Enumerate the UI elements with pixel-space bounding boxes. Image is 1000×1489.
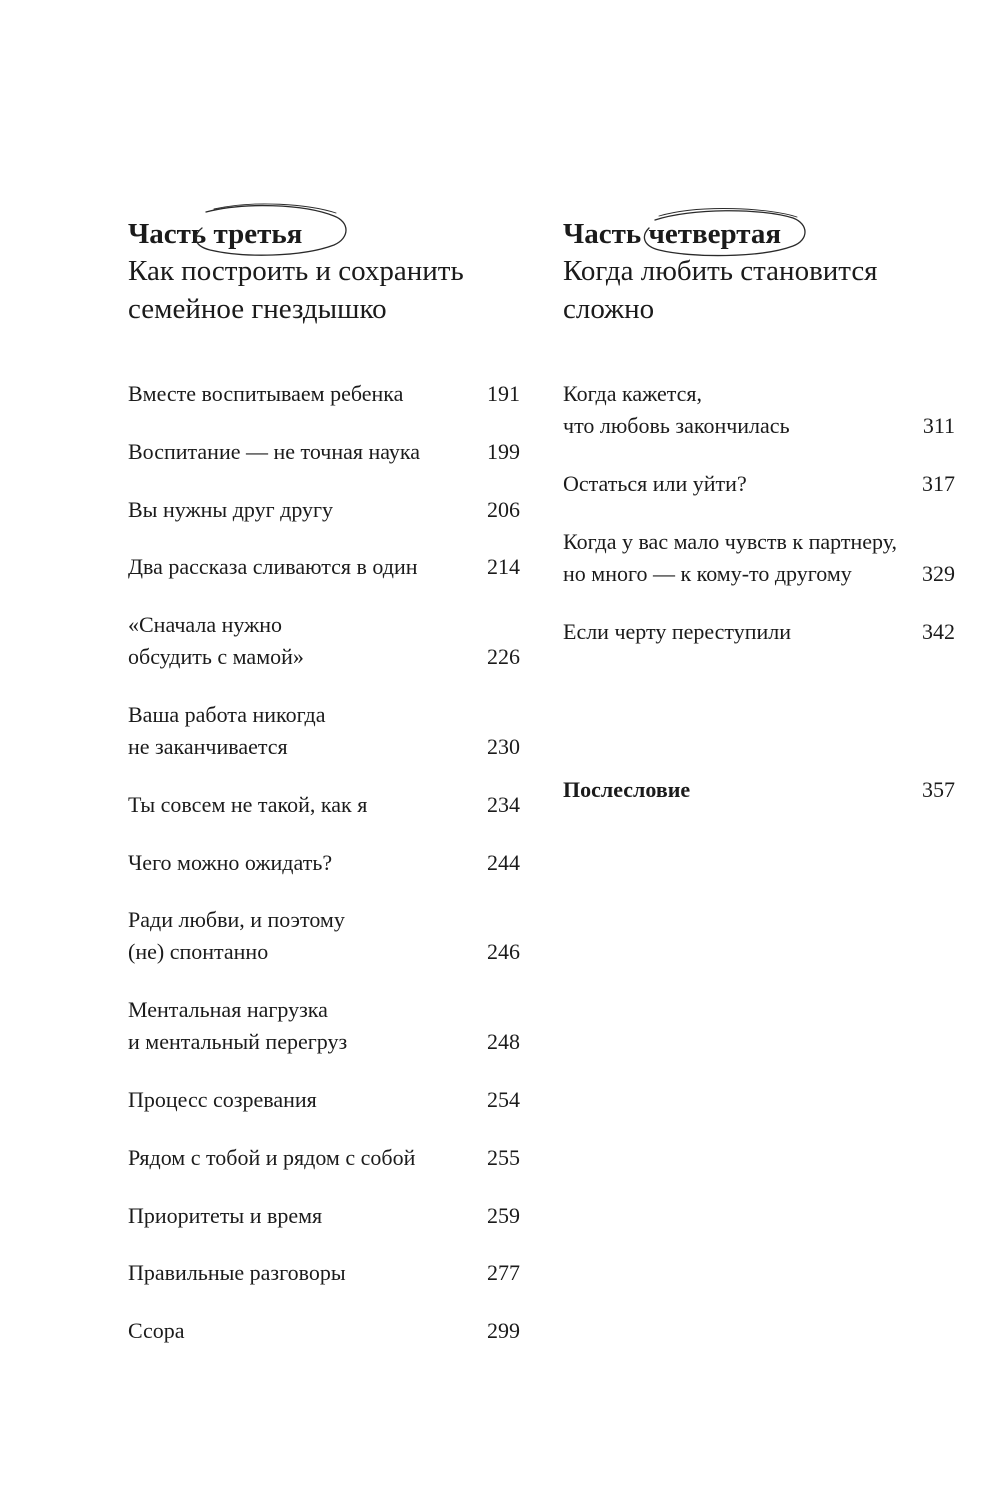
toc-entry[interactable] — [128, 789, 520, 821]
toc-entry-page: 214 — [487, 554, 520, 579]
toc-entry[interactable] — [563, 526, 955, 590]
toc-entry[interactable] — [563, 378, 955, 442]
toc-entry-title: Остаться или уйти? — [563, 471, 747, 496]
toc-entry-page: 277 — [487, 1260, 520, 1285]
toc-entry[interactable] — [128, 1142, 520, 1174]
toc-entry-page: 230 — [487, 734, 520, 759]
toc-entry-page: 259 — [487, 1203, 520, 1228]
part-four-title — [563, 252, 878, 328]
toc-entry[interactable] — [128, 699, 520, 763]
part-four-label: Часть четвертая — [563, 218, 782, 250]
toc-entry-title: Ментальная нагрузка — [128, 997, 328, 1022]
toc-entry-title: «Сначала нужно — [128, 612, 283, 637]
toc-entry-title: Рядом с тобой и рядом с собой — [128, 1145, 416, 1170]
part-three-title-line: Как построить и сохранить — [128, 255, 464, 287]
part-three-label: Часть третья — [128, 218, 303, 250]
toc-entry-page: 248 — [487, 1029, 520, 1054]
part-three-title — [128, 252, 464, 328]
toc-entry-title: (не) спонтанно — [128, 939, 269, 964]
toc-entry-title: Правильные разговоры — [128, 1260, 346, 1285]
toc-entry-title: Приоритеты и время — [128, 1203, 323, 1228]
toc-entry-title: Когда у вас мало чувств к партнеру, — [563, 529, 897, 554]
toc-entry[interactable] — [563, 616, 955, 648]
toc-entry-title: Ссора — [128, 1318, 185, 1343]
toc-entry-title: Два рассказа сливаются в один — [128, 554, 418, 579]
toc-entry[interactable] — [128, 847, 520, 879]
toc-entry[interactable] — [128, 1200, 520, 1232]
toc-entry-title: что любовь закончилась — [563, 413, 790, 438]
afterword-page: 357 — [922, 777, 955, 802]
toc-entry-page: 206 — [487, 497, 520, 522]
part-three-title-line: семейное гнездышко — [128, 293, 387, 325]
toc-entry-title: Если черту переступили — [563, 619, 792, 644]
toc-entry[interactable] — [128, 994, 520, 1058]
toc-entry-page: 199 — [487, 439, 520, 464]
toc-entry-page: 329 — [922, 561, 955, 586]
toc-entry[interactable] — [563, 468, 955, 500]
toc-entry-title: не заканчивается — [128, 734, 288, 759]
toc-entry-page: 342 — [922, 619, 955, 644]
afterword-title: Послесловие — [563, 777, 691, 802]
toc-entry[interactable] — [128, 1084, 520, 1116]
part-four-title-line: Когда любить становится — [563, 255, 878, 287]
toc-entry[interactable] — [128, 378, 520, 410]
toc-entry[interactable] — [128, 494, 520, 526]
toc-entry-title: Вместе воспитываем ребенка — [128, 381, 404, 406]
toc-entry-title: Когда кажется, — [563, 381, 703, 406]
toc-entry-title: Воспитание — не точная наука — [128, 439, 421, 464]
toc-entry[interactable] — [128, 609, 520, 673]
toc-entry-page: 299 — [487, 1318, 520, 1343]
toc-entry-page: 246 — [487, 939, 520, 964]
toc-entry-page: 244 — [487, 850, 520, 875]
toc-entry-page: 226 — [487, 644, 520, 669]
toc-entry-title: обсудить с мамой» — [128, 644, 304, 669]
toc-entry[interactable] — [128, 1257, 520, 1289]
toc-entry[interactable] — [128, 1315, 520, 1347]
toc-entry-title: Ради любви, и поэтому — [128, 907, 345, 932]
part-four-title-line: сложно — [563, 293, 655, 325]
toc-entry-page: 317 — [922, 471, 955, 496]
toc-entry-page: 311 — [922, 413, 955, 438]
toc-entry[interactable] — [128, 436, 520, 468]
toc-entry-page: 191 — [487, 381, 520, 406]
toc-entry[interactable] — [128, 551, 520, 583]
toc-entry-title: Ты совсем не такой, как я — [128, 792, 368, 817]
toc-entry-title: Процесс созревания — [128, 1087, 317, 1112]
toc-entry-title: Ваша работа никогда — [128, 702, 326, 727]
toc-entry-title: Вы нужны друг другу — [128, 497, 334, 522]
toc-entry-title: Чего можно ожидать? — [128, 850, 333, 875]
toc-entry-page: 234 — [487, 792, 520, 817]
toc-entry-title: но много — к кому-то другому — [563, 561, 852, 586]
toc-entry-title: и ментальный перегруз — [128, 1029, 348, 1054]
toc-entry-page: 254 — [487, 1087, 520, 1112]
toc-entry[interactable] — [128, 904, 520, 968]
toc-entry-page: 255 — [487, 1145, 520, 1170]
toc-entry-afterword[interactable] — [563, 774, 955, 806]
